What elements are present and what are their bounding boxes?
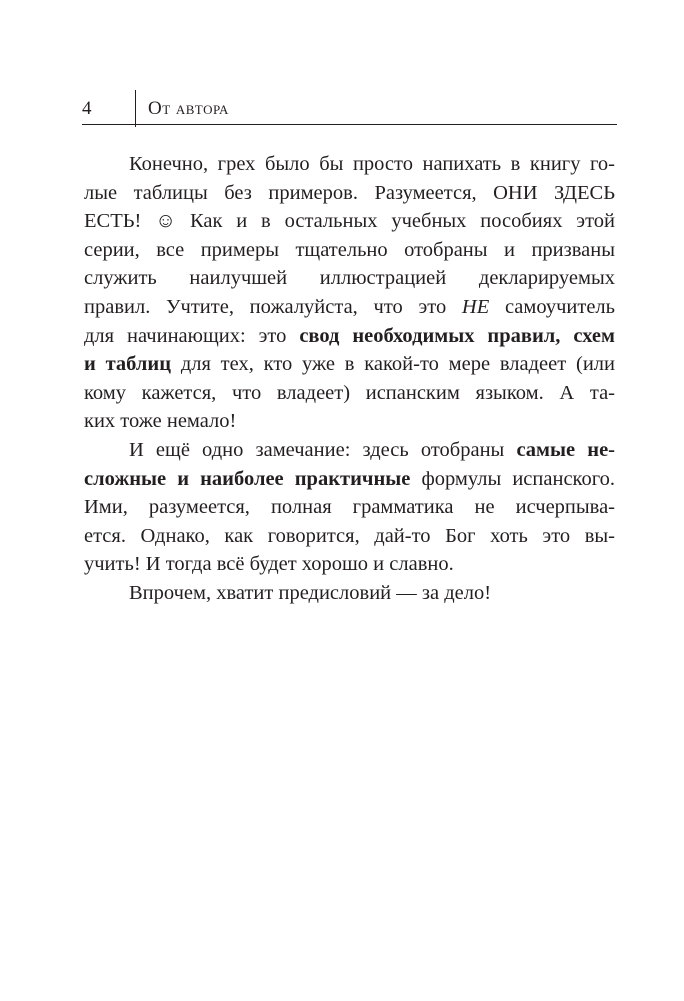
text-line: правил. Учтите, пожалуйста, что это НЕ самоучитель	[84, 295, 615, 318]
paragraph-2	[84, 436, 615, 579]
text-line: и таблиц для тех, кто уже в какой-то мере владеет (или	[84, 353, 615, 376]
italic-emphasis: НЕ	[461, 295, 490, 318]
page-number: 4	[82, 98, 92, 119]
text-line: кому кажется, что владеет) испанским языком. А та-	[84, 381, 615, 404]
text-line: учить! И тогда всё будет хорошо и славно.	[84, 553, 454, 576]
text-line: ется. Однако, как говорится, дай-то Бог хоть это вы-	[84, 524, 615, 547]
bold-emphasis: сложные и наиболее практичные	[84, 467, 411, 490]
body-text	[84, 150, 615, 608]
text-line: сложные и наиболее практичные формулы испанского.	[84, 467, 615, 490]
paragraph-1	[84, 150, 615, 436]
bold-emphasis: и таблиц	[84, 353, 172, 376]
text-line: лые таблицы без примеров. Разумеется, ОНИ ЗДЕСЬ	[84, 181, 615, 204]
running-title: От автора	[148, 98, 229, 119]
header-horizontal-rule	[82, 124, 617, 125]
text-line: Ими, разумеется, полная грамматика не исчерпыва-	[84, 496, 615, 519]
text-line: служить наилучшей иллюстрацией декларируемых	[84, 267, 615, 290]
text-line: Конечно, грех было бы просто напихать в книгу го-	[129, 153, 615, 175]
bold-emphasis: самые не-	[516, 438, 615, 461]
text-line: ЕСТЬ! ☺ Как и в остальных учебных пособиях этой	[84, 210, 615, 233]
text-line: для начинающих: это свод необходимых правил, схем	[84, 324, 615, 347]
text-line: серии, все примеры тщательно отобраны и призваны	[84, 238, 615, 261]
bold-emphasis: свод необходимых правил, схем	[299, 324, 615, 347]
paragraph-3	[84, 579, 615, 608]
text-line: ких тоже немало!	[84, 410, 237, 433]
text-line: Впрочем, хватит предисловий — за дело!	[129, 581, 492, 604]
header-vertical-divider	[135, 90, 136, 127]
text-line: И ещё одно замечание: здесь отобраны самые не-	[129, 438, 615, 461]
page-header	[82, 96, 616, 122]
